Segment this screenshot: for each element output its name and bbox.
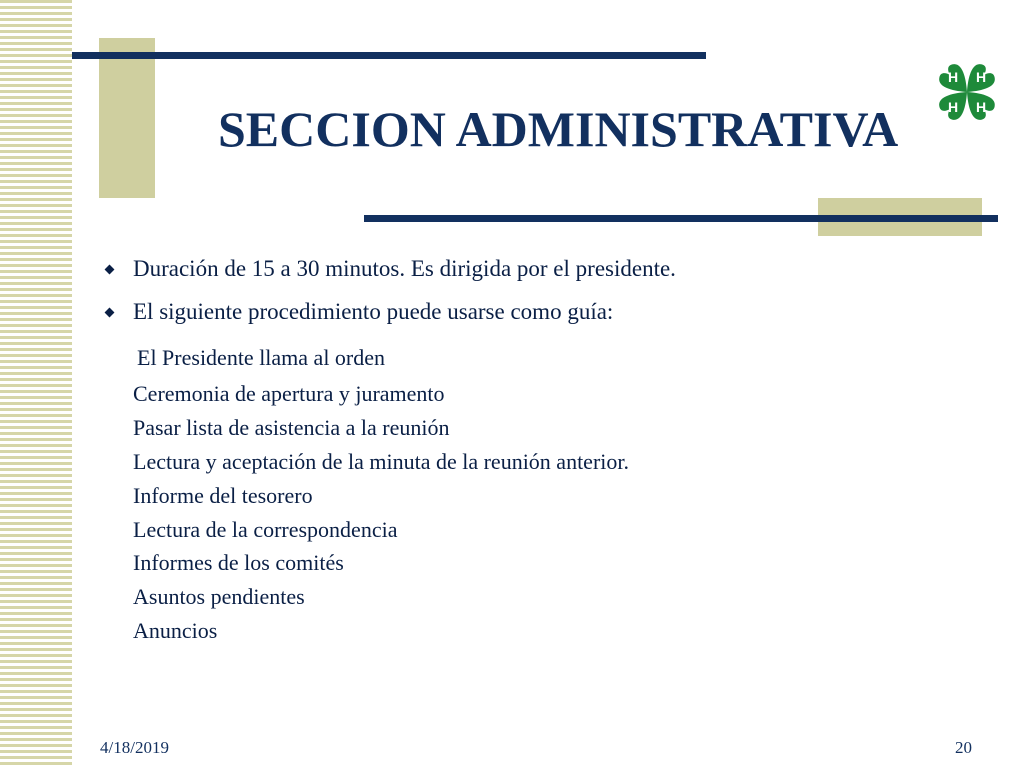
bullet-text: Duración de 15 a 30 minutos. Es dirigida por el presidente. xyxy=(133,256,676,281)
footer-date: 4/18/2019 xyxy=(100,738,169,757)
four-leaf-clover-4h-icon xyxy=(930,54,1004,134)
bullet-item xyxy=(100,256,676,282)
procedure-item: Asuntos pendientes xyxy=(133,584,305,609)
logo-letter-tl: H xyxy=(947,69,959,85)
procedure-item: El Presidente llama al orden xyxy=(137,345,386,370)
tan-vertical-block xyxy=(99,38,155,198)
procedure-item: Informes de los comités xyxy=(133,550,344,575)
procedure-item: Pasar lista de asistencia a la reunión xyxy=(133,415,450,440)
diamond-bullet-icon xyxy=(105,307,115,317)
diamond-bullet-icon xyxy=(105,264,115,274)
top-navy-rule xyxy=(72,52,706,59)
bullet-item xyxy=(100,299,613,325)
procedure-item: Lectura y aceptación de la minuta de la reunión anterior. xyxy=(133,449,629,474)
left-stripe-decoration xyxy=(0,0,72,768)
logo-letter-bl: H xyxy=(947,99,959,115)
logo-letter-tr: H xyxy=(975,69,987,85)
procedure-item: Ceremonia de apertura y juramento xyxy=(133,381,445,406)
procedure-item: Lectura de la correspondencia xyxy=(133,517,398,542)
procedure-item: Anuncios xyxy=(133,618,218,643)
bottom-navy-rule xyxy=(364,215,998,222)
logo-letter-br: H xyxy=(975,99,987,115)
procedure-item: Informe del tesorero xyxy=(133,483,313,508)
bullet-text: El siguiente procedimiento puede usarse como guía: xyxy=(133,299,614,324)
slide-title: SECCION ADMINISTRATIVA xyxy=(218,101,899,157)
page-number: 20 xyxy=(955,738,972,757)
